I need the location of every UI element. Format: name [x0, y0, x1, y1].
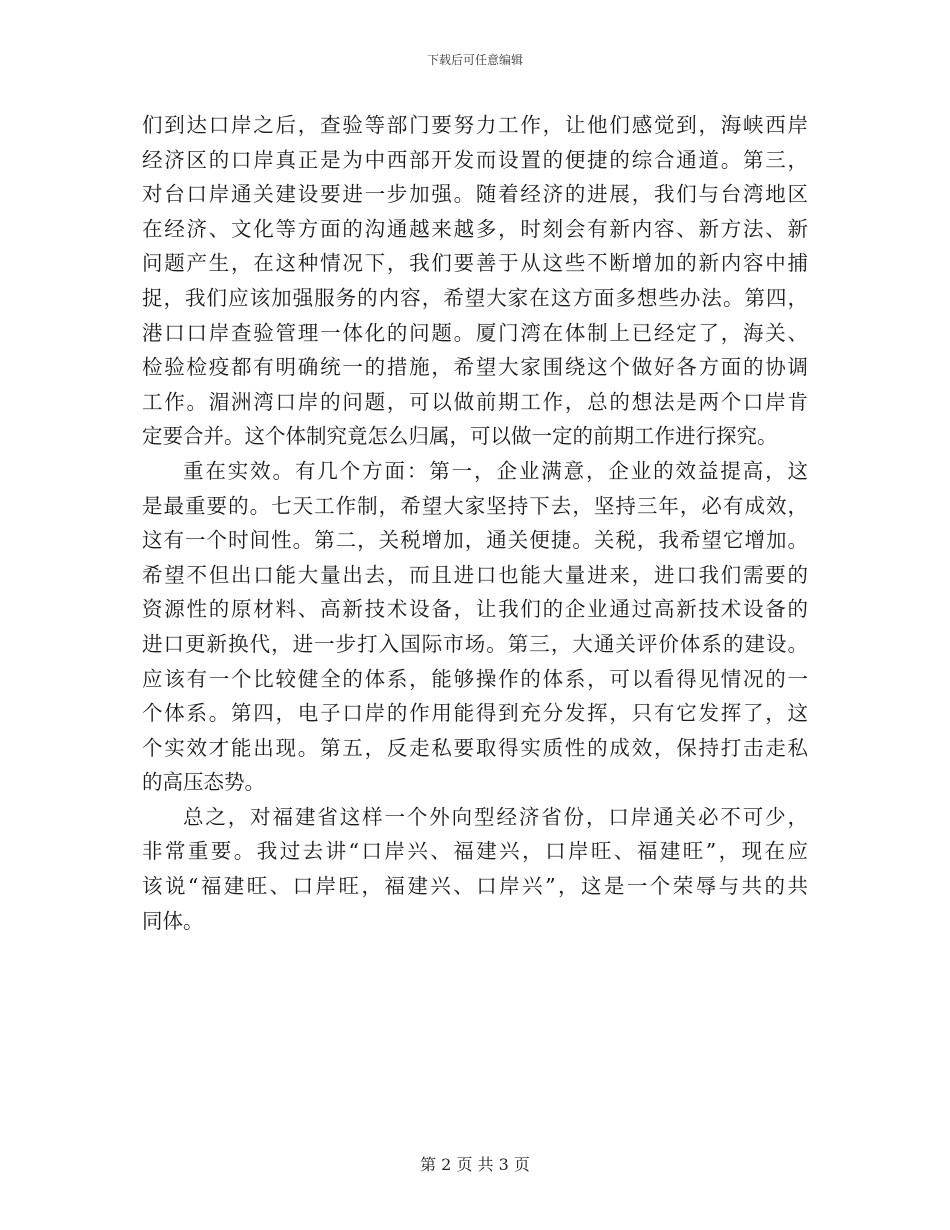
text-line: 工作。湄洲湾口岸的问题，可以做前期工作，总的想法是两个口岸肯 — [142, 389, 808, 414]
text-line: 应该有一个比较健全的体系，能够操作的体系，可以看得见情况的一 — [142, 666, 808, 691]
text-line: 非常重要。我过去讲“口岸兴、福建兴，口岸旺、福建旺”，现在应 — [142, 839, 808, 864]
text-line: 捉，我们应该加强服务的内容，希望大家在这方面多想些办法。第四， — [142, 285, 808, 310]
text-line: 进口更新换代，进一步打入国际市场。第三，大通关评价体系的建设。 — [142, 631, 808, 656]
text-line: 总之，对福建省这样一个外向型经济省份，口岸通关必不可少， — [183, 804, 808, 829]
text-line: 的高压态势。 — [142, 770, 265, 795]
text-line: 重在实效。有几个方面：第一，企业满意，企业的效益提高，这 — [183, 458, 808, 483]
text-line: 资源性的原材料、高新技术设备，让我们的企业通过高新技术设备的 — [142, 597, 808, 622]
page-header-note: 下载后可任意编辑 — [426, 53, 523, 67]
page-number: 第 2 页 共 3 页 — [420, 1155, 530, 1174]
text-line: 经济区的口岸真正是为中西部开发而设置的便捷的综合通道。第三， — [142, 147, 808, 172]
text-line: 定要合并。这个体制究竟怎么归属，可以做一定的前期工作进行探究。 — [142, 424, 778, 449]
document-body — [142, 108, 808, 938]
paragraph — [142, 108, 808, 454]
text-line: 港口口岸查验管理一体化的问题。厦门湾在体制上已经定了，海关、 — [142, 320, 808, 345]
text-line: 在经济、文化等方面的沟通越来越多，时刻会有新内容、新方法、新 — [142, 216, 808, 241]
text-line: 同体。 — [142, 908, 204, 933]
text-line: 是最重要的。七天工作制，希望大家坚持下去，坚持三年，必有成效， — [142, 493, 808, 518]
text-line: 该说“福建旺、口岸旺，福建兴、口岸兴”，这是一个荣辱与共的共 — [142, 874, 808, 899]
text-line: 希望不但出口能大量出去，而且进口也能大量进来，进口我们需要的 — [142, 562, 808, 587]
paragraph — [142, 800, 808, 938]
text-line: 问题产生，在这种情况下，我们要善于从这些不断增加的新内容中捕 — [142, 251, 808, 276]
text-line: 个实效才能出现。第五，反走私要取得实质性的成效，保持打击走私 — [142, 735, 808, 760]
text-line: 个体系。第四，电子口岸的作用能得到充分发挥，只有它发挥了，这 — [142, 701, 808, 726]
text-line: 检验检疫都有明确统一的措施，希望大家围绕这个做好各方面的协调 — [142, 355, 808, 380]
text-line: 对台口岸通关建设要进一步加强。随着经济的进展，我们与台湾地区 — [142, 182, 808, 207]
text-line: 这有一个时间性。第二，关税增加，通关便捷。关税，我希望它增加。 — [142, 528, 808, 553]
paragraph — [142, 454, 808, 800]
text-line: 们到达口岸之后，查验等部门要努力工作，让他们感觉到，海峡西岸 — [142, 113, 808, 137]
